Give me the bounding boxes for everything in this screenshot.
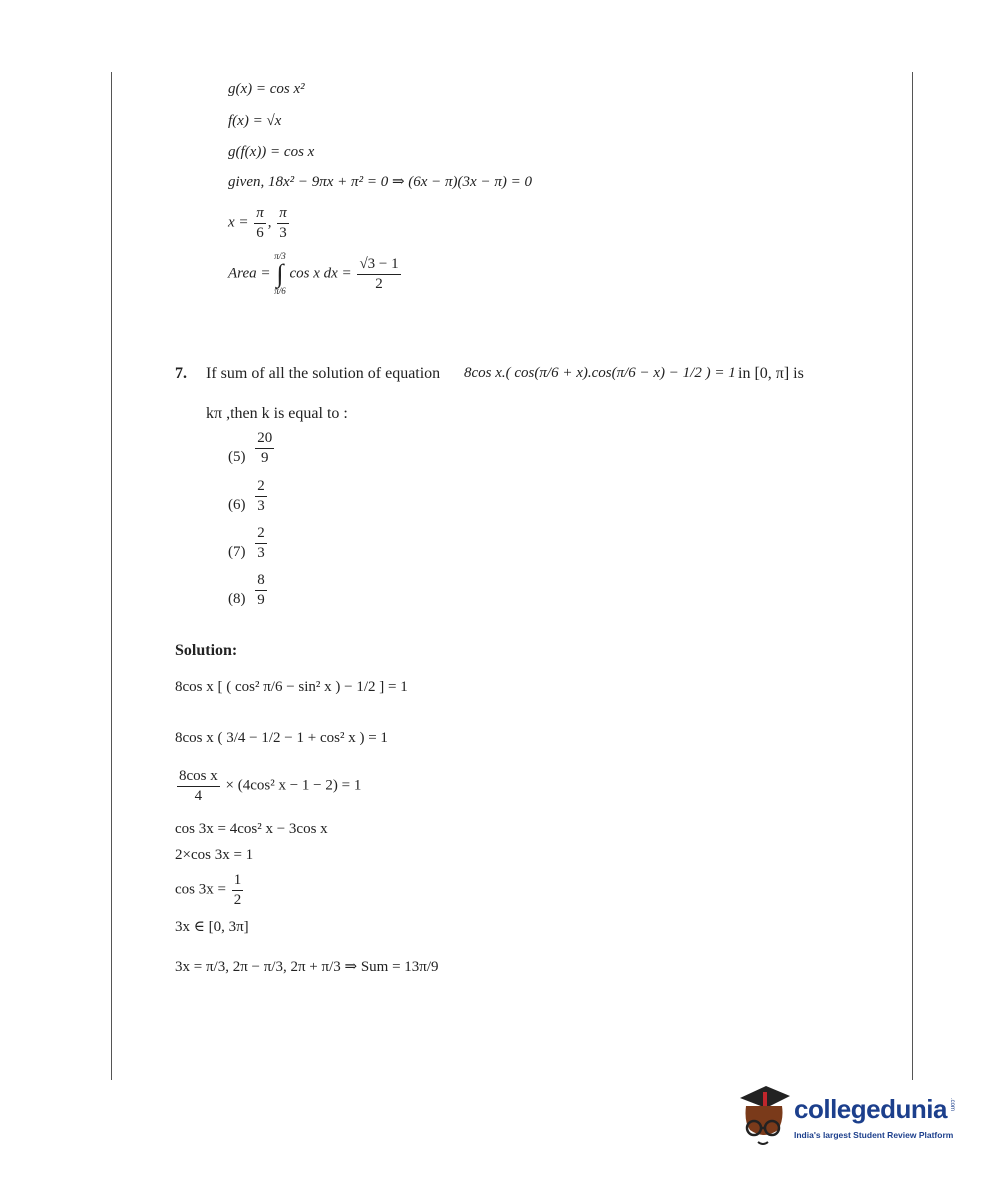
option-8[interactable] (228, 572, 269, 608)
smile-shape (758, 1142, 768, 1144)
question-text-2: kπ ,then k is equal to : (206, 405, 348, 422)
solution-step-1: 8cos x [ ( cos² π/6 − sin² x ) − 1/2 ] = 1 (175, 679, 408, 695)
root2-den: 3 (279, 224, 287, 241)
step3-den: 4 (194, 787, 203, 804)
option-num: 8 (255, 572, 267, 591)
solution-step-6 (175, 872, 245, 908)
area-integrand: cos x dx = (289, 265, 352, 282)
option-num: 2 (255, 478, 267, 497)
step6-lhs: cos 3x = (175, 881, 226, 898)
option-den: 9 (261, 449, 269, 466)
integral-sign-icon: ∫ (276, 259, 284, 288)
root-fraction-1 (254, 205, 266, 241)
area-line (228, 252, 403, 296)
roots-line: x = $\frac{\pi}{6}$ , $\frac{\pi}{3}$ (228, 205, 287, 241)
tassel-shape (763, 1092, 767, 1108)
integral-lower: π/6 (274, 286, 286, 296)
area-result-den: 2 (375, 275, 383, 292)
option-num: 2 (255, 525, 267, 544)
step3-num: 8cos x (177, 768, 220, 787)
collegedunia-logo[interactable] (736, 1082, 966, 1162)
solution-step-5: 2×cos 3x = 1 (175, 847, 254, 863)
root2-num: π (277, 205, 289, 224)
step3-fraction (177, 768, 220, 804)
question-domain: in [0, π] is (738, 365, 804, 382)
root1-den: 6 (256, 224, 264, 241)
graduate-mascot-icon (736, 1082, 792, 1154)
question-number: 7. (175, 365, 187, 382)
area-result (357, 256, 400, 292)
root1-num: π (254, 205, 266, 224)
option-den: 3 (257, 544, 265, 561)
option-label: (8) (228, 591, 246, 607)
integral-upper: π/3 (274, 251, 286, 261)
option-label: (6) (228, 497, 246, 513)
step6-num: 1 (232, 872, 244, 891)
given-line-1: g(x) = cos x² (228, 81, 305, 97)
given-line-3: g(f(x)) = cos x (228, 144, 315, 160)
question-equation: 8cos x.( cos(π/6 + x).cos(π/6 − x) − 1/2 ) = 1 (464, 365, 736, 381)
solution-step-2: 8cos x ( 3/4 − 1/2 − 1 + cos² x ) = 1 (175, 730, 388, 746)
root-fraction-2 (277, 205, 289, 241)
step6-den: 2 (233, 891, 242, 908)
area-result-num: √3 − 1 (357, 256, 400, 275)
solution-step-3 (175, 768, 361, 804)
logo-suffix: .com (949, 1098, 955, 1112)
option-7[interactable] (228, 525, 269, 561)
option-den: 3 (257, 497, 265, 514)
integral (274, 252, 286, 296)
logo-brand: collegedunia (794, 1094, 947, 1124)
option-num: 20 (255, 430, 274, 449)
roots-lhs: x = (228, 214, 249, 231)
right-margin-rule (912, 72, 913, 1080)
solution-step-8: 3x = π/3, 2π − π/3, 2π + π/3 ⇒ Sum = 13π/9 (175, 959, 439, 975)
option-6[interactable] (228, 478, 269, 514)
option-5[interactable] (228, 430, 276, 466)
option-fraction (255, 478, 267, 514)
solution-step-4: cos 3x = 4cos² x − 3cos x (175, 821, 328, 837)
logo-tagline: India's largest Student Review Platform (794, 1130, 954, 1140)
option-fraction (255, 572, 267, 608)
step3-rest: × (4cos² x − 1 − 2) = 1 (225, 777, 362, 794)
option-fraction (255, 525, 267, 561)
option-den: 9 (257, 591, 265, 608)
option-fraction (255, 430, 274, 466)
option-label: (5) (228, 449, 246, 465)
area-label: Area = (228, 265, 271, 282)
step6-fraction (232, 872, 244, 908)
given-line-4: given, 18x² − 9πx + π² = 0 ⇒ (6x − π)(3x − π) = 0 (228, 174, 532, 190)
solution-step-7: 3x ∈ [0, 3π] (175, 919, 249, 935)
given-line-2: f(x) = √x (228, 113, 282, 129)
left-margin-rule (111, 72, 112, 1080)
solution-title: Solution: (175, 642, 238, 659)
option-label: (7) (228, 544, 246, 560)
question-text-1: If sum of all the solution of equation (206, 365, 441, 382)
